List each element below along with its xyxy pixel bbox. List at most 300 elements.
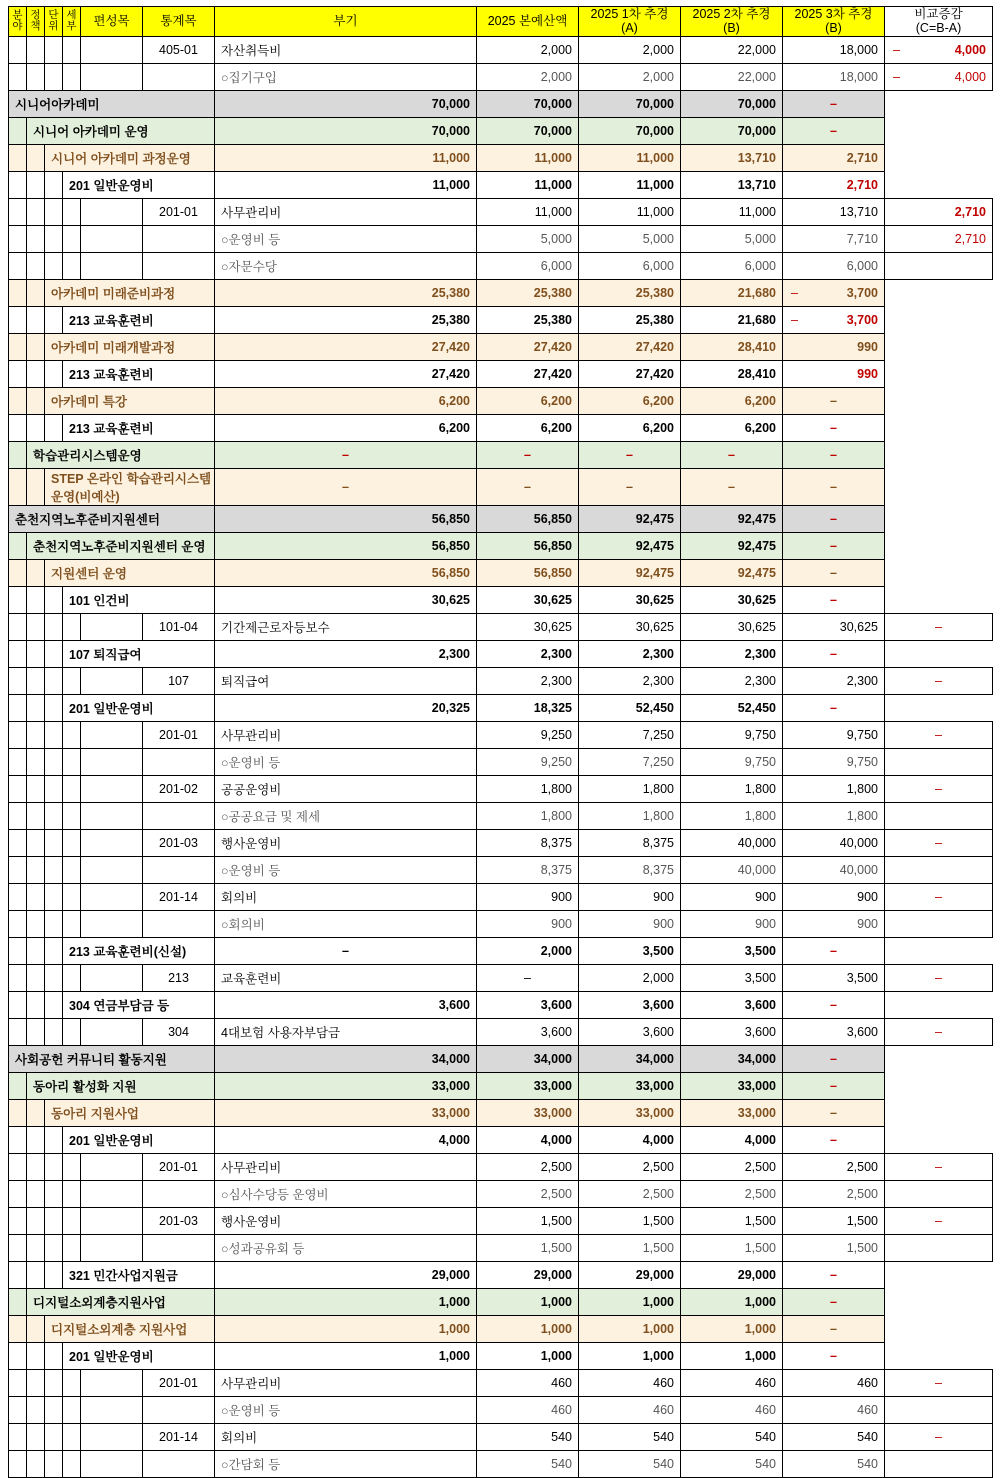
indent-cell	[81, 252, 143, 279]
indent-cell	[27, 964, 45, 991]
value-cell: 1,500	[681, 1207, 783, 1234]
value-cell: 1,000	[681, 1342, 783, 1369]
table-row	[9, 829, 993, 856]
row-label: 기간제근로자등보수	[215, 613, 477, 640]
indent-cell	[63, 910, 81, 937]
row-label: 사무관리비	[215, 1153, 477, 1180]
value-cell: 6,000	[783, 252, 885, 279]
diff-cell: –	[783, 586, 885, 613]
row-label: ○운영비 등	[215, 748, 477, 775]
value-cell: 27,420	[579, 333, 681, 360]
table-row	[9, 613, 993, 640]
indent-cell	[63, 1180, 81, 1207]
value-cell: 540	[579, 1423, 681, 1450]
indent-cell	[45, 802, 63, 829]
value-cell: 1,500	[783, 1207, 885, 1234]
row-label: 101 인건비	[63, 586, 215, 613]
value-cell: 34,000	[215, 1045, 477, 1072]
diff-cell	[885, 802, 993, 829]
indent-cell	[27, 1207, 45, 1234]
row-label: 행사운영비	[215, 829, 477, 856]
table-row	[9, 559, 993, 586]
diff-cell: –	[885, 1369, 993, 1396]
table-row	[9, 306, 993, 333]
value-cell: 3,600	[681, 991, 783, 1018]
indent-cell	[45, 252, 63, 279]
indent-cell	[9, 1180, 27, 1207]
minus-sign: –	[893, 69, 900, 84]
table-row	[9, 1261, 993, 1288]
diff-cell: –	[885, 1423, 993, 1450]
indent-cell	[9, 1288, 27, 1315]
value-cell: 11,000	[579, 144, 681, 171]
header-field: 분야	[9, 7, 27, 37]
diff-cell: –	[783, 468, 885, 505]
indent-cell	[63, 1153, 81, 1180]
row-label: 4대보험 사용자부담금	[215, 1018, 477, 1045]
value-cell: 1,000	[477, 1288, 579, 1315]
value-cell: 9,250	[477, 748, 579, 775]
indent-cell	[9, 667, 27, 694]
row-label: 자산취득비	[215, 36, 477, 63]
indent-cell	[27, 1396, 45, 1423]
indent-cell	[81, 721, 143, 748]
value-cell: 30,625	[681, 613, 783, 640]
indent-cell	[45, 910, 63, 937]
indent-cell	[27, 144, 45, 171]
indent-cell	[9, 198, 27, 225]
indent-cell	[81, 225, 143, 252]
indent-cell	[27, 586, 45, 613]
table-row	[9, 279, 993, 306]
diff-cell: – 4,000	[885, 63, 993, 90]
row-label: ○자문수당	[215, 252, 477, 279]
value-cell: 6,200	[215, 414, 477, 441]
row-label: 아카데미 미래준비과정	[45, 279, 215, 306]
indent-cell	[9, 252, 27, 279]
indent-cell	[45, 667, 63, 694]
value-cell: 27,420	[579, 360, 681, 387]
indent-cell	[45, 225, 63, 252]
value-cell: 1,800	[783, 802, 885, 829]
table-row	[9, 937, 993, 964]
indent-cell	[9, 1261, 27, 1288]
table-row	[9, 640, 993, 667]
indent-cell	[45, 198, 63, 225]
value-cell: 460	[783, 1369, 885, 1396]
minus-sign: –	[791, 285, 798, 300]
value-cell: 25,380	[477, 306, 579, 333]
value-cell: 29,000	[681, 1261, 783, 1288]
indent-cell	[81, 1153, 143, 1180]
indent-cell	[63, 1369, 81, 1396]
indent-cell	[81, 198, 143, 225]
value-cell: 3,600	[579, 991, 681, 1018]
indent-cell	[27, 1018, 45, 1045]
diff-cell: –	[783, 1342, 885, 1369]
value-cell: 70,000	[681, 117, 783, 144]
indent-cell	[9, 63, 27, 90]
diff-cell: –	[783, 1261, 885, 1288]
indent-cell	[27, 360, 45, 387]
row-code: 201-02	[143, 775, 215, 802]
value-cell: 92,475	[681, 505, 783, 532]
value-cell: 460	[477, 1369, 579, 1396]
diff-cell: 2,710	[783, 144, 885, 171]
row-code: 201-01	[143, 1153, 215, 1180]
diff-cell	[885, 1234, 993, 1261]
indent-cell	[27, 36, 45, 63]
diff-cell	[885, 252, 993, 279]
indent-cell	[45, 937, 63, 964]
diff-cell	[885, 1180, 993, 1207]
indent-cell	[63, 775, 81, 802]
indent-cell	[45, 414, 63, 441]
indent-cell	[143, 802, 215, 829]
indent-cell	[9, 1126, 27, 1153]
value-cell: 30,625	[783, 613, 885, 640]
value-cell: 9,750	[681, 748, 783, 775]
table-row	[9, 694, 993, 721]
table-row	[9, 441, 993, 468]
row-label: 사무관리비	[215, 721, 477, 748]
value-cell: 28,410	[681, 333, 783, 360]
row-label: 시니어 아카데미 과정운영	[45, 144, 215, 171]
diff-cell: –	[783, 991, 885, 1018]
row-code: 101-04	[143, 613, 215, 640]
value-cell: 2,500	[681, 1180, 783, 1207]
header-supp3: 2025 3차 추경 (B)	[783, 7, 885, 37]
table-row	[9, 1072, 993, 1099]
value-cell: 460	[783, 1396, 885, 1423]
indent-cell	[143, 856, 215, 883]
value-cell: 1,800	[477, 802, 579, 829]
table-row	[9, 1099, 993, 1126]
indent-cell	[9, 883, 27, 910]
value-cell: 11,000	[579, 198, 681, 225]
value-cell: 27,420	[215, 360, 477, 387]
indent-cell	[27, 829, 45, 856]
value-cell: 18,000	[783, 63, 885, 90]
value-cell: 9,250	[477, 721, 579, 748]
value-cell: 6,200	[477, 414, 579, 441]
value-cell: 540	[579, 1450, 681, 1477]
indent-cell	[9, 586, 27, 613]
row-label: ○집기구입	[215, 63, 477, 90]
table-row	[9, 1018, 993, 1045]
indent-cell	[9, 1396, 27, 1423]
indent-cell	[143, 1180, 215, 1207]
indent-cell	[9, 721, 27, 748]
indent-cell	[143, 63, 215, 90]
indent-cell	[27, 640, 45, 667]
value-cell: 70,000	[681, 90, 783, 117]
indent-cell	[45, 1207, 63, 1234]
table-row	[9, 360, 993, 387]
indent-cell	[9, 1342, 27, 1369]
diff-cell: –	[783, 90, 885, 117]
diff-cell: –	[783, 1099, 885, 1126]
diff-cell: –	[783, 532, 885, 559]
table-row	[9, 225, 993, 252]
indent-cell	[45, 1126, 63, 1153]
value-cell: 1,500	[477, 1207, 579, 1234]
indent-cell	[9, 1369, 27, 1396]
row-label: 행사운영비	[215, 1207, 477, 1234]
table-row	[9, 387, 993, 414]
value-cell: 460	[681, 1396, 783, 1423]
value-cell: 13,710	[681, 144, 783, 171]
indent-cell	[27, 387, 45, 414]
indent-cell	[27, 63, 45, 90]
indent-cell	[63, 802, 81, 829]
indent-cell	[45, 721, 63, 748]
value-cell: 6,000	[681, 252, 783, 279]
value-cell: 460	[477, 1396, 579, 1423]
value-cell: 900	[783, 883, 885, 910]
indent-cell	[45, 1342, 63, 1369]
diff-cell: –	[885, 829, 993, 856]
value-cell: 56,850	[477, 532, 579, 559]
table-row	[9, 748, 993, 775]
row-label: 사무관리비	[215, 198, 477, 225]
diff-cell: 2,710	[783, 171, 885, 198]
table-row	[9, 1423, 993, 1450]
diff-cell: 990	[783, 360, 885, 387]
value-cell: 2,500	[681, 1153, 783, 1180]
value-cell: 3,600	[681, 1018, 783, 1045]
diff-cell: –	[885, 1153, 993, 1180]
row-label: 지원센터 운영	[45, 559, 215, 586]
table-row	[9, 1126, 993, 1153]
row-code: 201-03	[143, 829, 215, 856]
indent-cell	[63, 964, 81, 991]
table-row	[9, 36, 993, 63]
indent-cell	[45, 1450, 63, 1477]
table-row	[9, 468, 993, 505]
header-unit: 단위	[45, 7, 63, 37]
value-cell: 3,500	[681, 964, 783, 991]
indent-cell	[9, 991, 27, 1018]
indent-cell	[81, 748, 143, 775]
indent-cell	[45, 1153, 63, 1180]
diff-cell	[885, 1450, 993, 1477]
indent-cell	[81, 856, 143, 883]
row-label: 시니어아카데미	[9, 90, 215, 117]
value-cell: 1,000	[477, 1342, 579, 1369]
indent-cell	[27, 991, 45, 1018]
indent-cell	[27, 883, 45, 910]
row-code: 201-01	[143, 198, 215, 225]
value-cell: 3,600	[477, 1018, 579, 1045]
value-cell: 11,000	[579, 171, 681, 198]
row-code: 405-01	[143, 36, 215, 63]
indent-cell	[81, 1369, 143, 1396]
diff-cell: –	[783, 1288, 885, 1315]
value-cell: 9,750	[783, 748, 885, 775]
value-cell: 29,000	[477, 1261, 579, 1288]
table-row	[9, 1396, 993, 1423]
indent-cell	[9, 387, 27, 414]
value-cell: 6,200	[477, 387, 579, 414]
indent-cell	[81, 1180, 143, 1207]
value-cell: 33,000	[579, 1072, 681, 1099]
row-label: 동아리 활성화 지원	[27, 1072, 215, 1099]
value-cell: 2,000	[477, 63, 579, 90]
value-cell: 34,000	[579, 1045, 681, 1072]
value-cell: 2,300	[477, 667, 579, 694]
header-main-budget: 2025 본예산액	[477, 7, 579, 37]
indent-cell	[27, 333, 45, 360]
value-cell: 460	[681, 1369, 783, 1396]
indent-cell	[45, 306, 63, 333]
value-cell: 18,000	[783, 36, 885, 63]
indent-cell	[81, 829, 143, 856]
row-code: 213	[143, 964, 215, 991]
indent-cell	[9, 171, 27, 198]
value-cell: 30,625	[681, 586, 783, 613]
value-cell: 11,000	[681, 198, 783, 225]
indent-cell	[9, 1234, 27, 1261]
diff-cell: –	[885, 613, 993, 640]
indent-cell	[81, 964, 143, 991]
value-cell: 25,380	[579, 279, 681, 306]
indent-cell	[81, 613, 143, 640]
value-cell: 540	[681, 1450, 783, 1477]
value-cell: 13,710	[681, 171, 783, 198]
value-cell: 6,000	[579, 252, 681, 279]
diff-cell	[885, 748, 993, 775]
indent-cell	[45, 1261, 63, 1288]
header-supp2: 2025 2차 추경 (B)	[681, 7, 783, 37]
budget-table	[8, 6, 993, 1478]
diff-cell: – 4,000	[885, 36, 993, 63]
diff-cell	[885, 856, 993, 883]
indent-cell	[63, 1423, 81, 1450]
table-row	[9, 667, 993, 694]
row-label: 201 일반운영비	[63, 694, 215, 721]
table-row	[9, 775, 993, 802]
indent-cell	[27, 775, 45, 802]
indent-cell	[63, 225, 81, 252]
value-cell: 34,000	[681, 1045, 783, 1072]
indent-cell	[63, 748, 81, 775]
value-cell: 5,000	[477, 225, 579, 252]
value-cell: –	[477, 441, 579, 468]
value-cell: 6,200	[681, 414, 783, 441]
indent-cell	[45, 63, 63, 90]
row-label: 213 교육훈련비	[63, 306, 215, 333]
value-cell: 27,420	[215, 333, 477, 360]
value-cell: 92,475	[681, 532, 783, 559]
value-cell: 3,500	[579, 937, 681, 964]
indent-cell	[45, 991, 63, 1018]
indent-cell	[81, 910, 143, 937]
table-row	[9, 144, 993, 171]
table-row	[9, 1180, 993, 1207]
table-row	[9, 883, 993, 910]
indent-cell	[63, 829, 81, 856]
table-row	[9, 1045, 993, 1072]
value-cell: 70,000	[215, 90, 477, 117]
indent-cell	[27, 171, 45, 198]
indent-cell	[9, 775, 27, 802]
value-cell: 33,000	[477, 1072, 579, 1099]
row-label: 아카데미 특강	[45, 387, 215, 414]
value-cell: 29,000	[215, 1261, 477, 1288]
indent-cell	[45, 1018, 63, 1045]
row-label: 퇴직급여	[215, 667, 477, 694]
indent-cell	[9, 856, 27, 883]
row-label: 사회공헌 커뮤니티 활동지원	[9, 1045, 215, 1072]
diff-cell: –	[783, 441, 885, 468]
indent-cell	[81, 1018, 143, 1045]
row-label: 디지털소외계층지원사업	[27, 1288, 215, 1315]
value-cell: 70,000	[579, 117, 681, 144]
value-cell: 8,375	[477, 856, 579, 883]
value-cell: 1,800	[579, 802, 681, 829]
value-cell: 1,000	[579, 1288, 681, 1315]
value-cell: 33,000	[215, 1099, 477, 1126]
value-cell: 1,800	[681, 802, 783, 829]
header-note: 부기	[215, 7, 477, 37]
value-cell: 70,000	[215, 117, 477, 144]
value-cell: 2,300	[477, 640, 579, 667]
indent-cell	[63, 1450, 81, 1477]
indent-cell	[63, 36, 81, 63]
indent-cell	[81, 775, 143, 802]
value-cell: 9,750	[681, 721, 783, 748]
indent-cell	[9, 1450, 27, 1477]
indent-cell	[27, 1180, 45, 1207]
indent-cell	[9, 964, 27, 991]
value-cell: 92,475	[579, 505, 681, 532]
indent-cell	[143, 748, 215, 775]
value-cell: –	[215, 937, 477, 964]
indent-cell	[9, 559, 27, 586]
value-cell: 11,000	[477, 171, 579, 198]
indent-cell	[9, 306, 27, 333]
table-row	[9, 90, 993, 117]
indent-cell	[81, 1423, 143, 1450]
value-cell: 460	[579, 1369, 681, 1396]
table-row	[9, 1342, 993, 1369]
indent-cell	[27, 613, 45, 640]
diff-cell: 2,710	[885, 225, 993, 252]
value-cell: 3,500	[783, 964, 885, 991]
indent-cell	[81, 1396, 143, 1423]
value-cell: 900	[579, 910, 681, 937]
value-cell: 2,000	[579, 63, 681, 90]
value-cell: 1,800	[579, 775, 681, 802]
value-cell: 900	[783, 910, 885, 937]
value-cell: 33,000	[681, 1072, 783, 1099]
value-cell: 3,600	[215, 991, 477, 1018]
row-label: 304 연금부담금 등	[63, 991, 215, 1018]
diff-cell: –	[783, 117, 885, 144]
minus-sign: –	[893, 42, 900, 57]
row-label: 사무관리비	[215, 1369, 477, 1396]
row-label: ○운영비 등	[215, 856, 477, 883]
value-cell: 29,000	[579, 1261, 681, 1288]
value-cell: 25,380	[215, 279, 477, 306]
value-cell: 30,625	[477, 613, 579, 640]
value-cell: 40,000	[783, 829, 885, 856]
indent-cell	[81, 667, 143, 694]
value-cell: –	[477, 964, 579, 991]
value-cell: 1,000	[579, 1315, 681, 1342]
indent-cell	[143, 1234, 215, 1261]
